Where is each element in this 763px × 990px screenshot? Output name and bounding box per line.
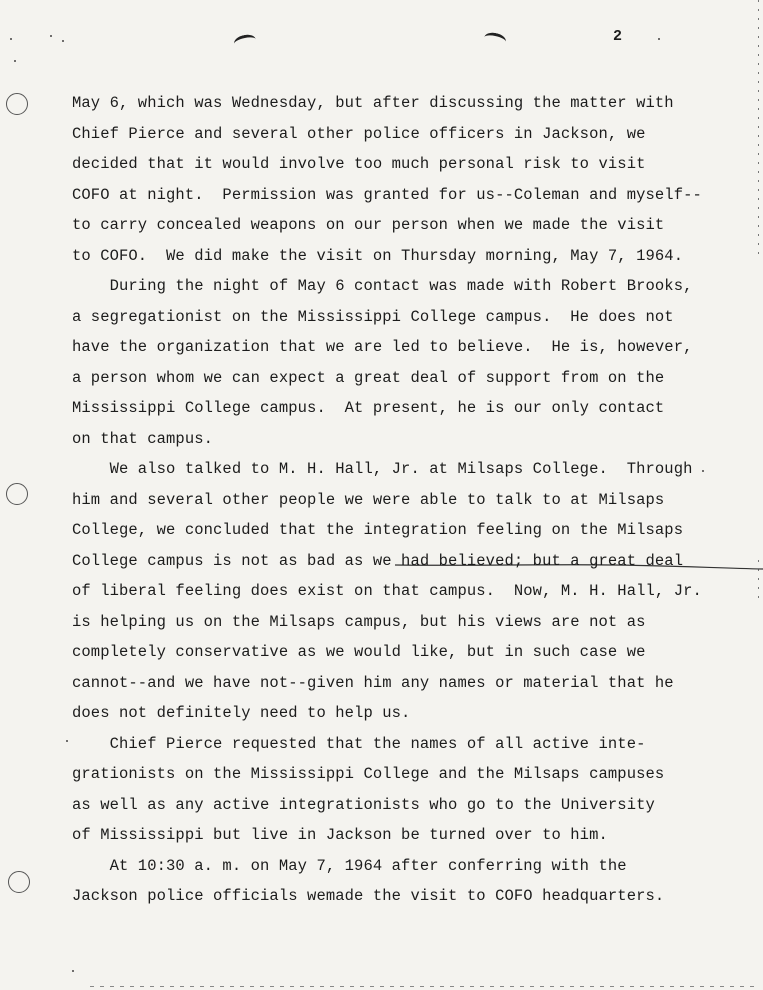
text-line: COFO at night. Permission was granted for us--Coleman and myself-- <box>72 185 702 204</box>
text-line: grationists on the Mississippi College and the Milsaps campuses <box>72 765 665 783</box>
text-line: on that campus. <box>72 429 214 448</box>
text-line: have the organization that we are led to believe. He is, however, <box>72 338 693 356</box>
body-text <box>72 88 722 912</box>
text-line: College campus is not as bad as we had believed; but a great deal <box>72 551 684 570</box>
text-line: as well as any active integrationists who go to the University <box>72 795 655 814</box>
text-line: decided that it would involve too much personal risk to visit <box>72 155 646 173</box>
fastener-mark-right <box>483 31 507 48</box>
text-line: him and several other people we were able to talk to at Milsaps <box>72 490 665 509</box>
speck <box>50 35 52 37</box>
text-line: During the night of May 6 contact was made with Robert Brooks, <box>72 277 693 295</box>
text-line: Jackson police officials wemade the visit to COFO headquarters. <box>72 887 665 905</box>
text-line: cannot--and we have not--given him any names or material that he <box>72 673 674 692</box>
speck <box>10 38 12 40</box>
speck <box>66 740 68 742</box>
text-line: completely conservative as we would like, but in such case we <box>72 643 646 661</box>
punch-hole-middle <box>6 483 28 505</box>
text-line: We also talked to M. H. Hall, Jr. at Milsaps College. Through <box>72 460 693 478</box>
text-line: a segregationist on the Mississippi College campus. He does not <box>72 307 674 326</box>
text-line: College, we concluded that the integration feeling on the Milsaps <box>72 521 684 539</box>
text-line: is helping us on the Milsaps campus, but his views are not as <box>72 612 646 631</box>
text-line: a person whom we can expect a great deal of support from on the <box>72 368 665 387</box>
speck <box>72 970 74 972</box>
text-line: to carry concealed weapons on our person when we made the visit <box>72 216 665 234</box>
fastener-mark-left <box>233 33 257 50</box>
scan-edge-artifact <box>758 0 759 260</box>
text-line: May 6, which was Wednesday, but after discussing the matter with <box>72 94 674 112</box>
speck <box>14 60 16 62</box>
text-line: At 10:30 a. m. on May 7, 1964 after conferring with the <box>72 856 627 875</box>
text-line: Mississippi College campus. At present, he is our only contact <box>72 399 665 417</box>
text-line: Chief Pierce and several other police officers in Jackson, we <box>72 124 646 143</box>
punch-hole-bottom <box>8 871 30 893</box>
text-line: of Mississippi but live in Jackson be turned over to him. <box>72 826 608 844</box>
scan-bottom-edge <box>90 986 760 987</box>
speck <box>658 38 660 40</box>
text-line: Chief Pierce requested that the names of all active inte- <box>72 734 646 753</box>
text-line: does not definitely need to help us. <box>72 704 411 722</box>
page-number: 2 <box>613 28 623 45</box>
punch-hole-top <box>6 93 28 115</box>
text-line: to COFO. We did make the visit on Thursday morning, May 7, 1964. <box>72 246 684 265</box>
text-line: of liberal feeling does exist on that campus. Now, M. H. Hall, Jr. <box>72 582 702 600</box>
speck <box>62 40 64 42</box>
